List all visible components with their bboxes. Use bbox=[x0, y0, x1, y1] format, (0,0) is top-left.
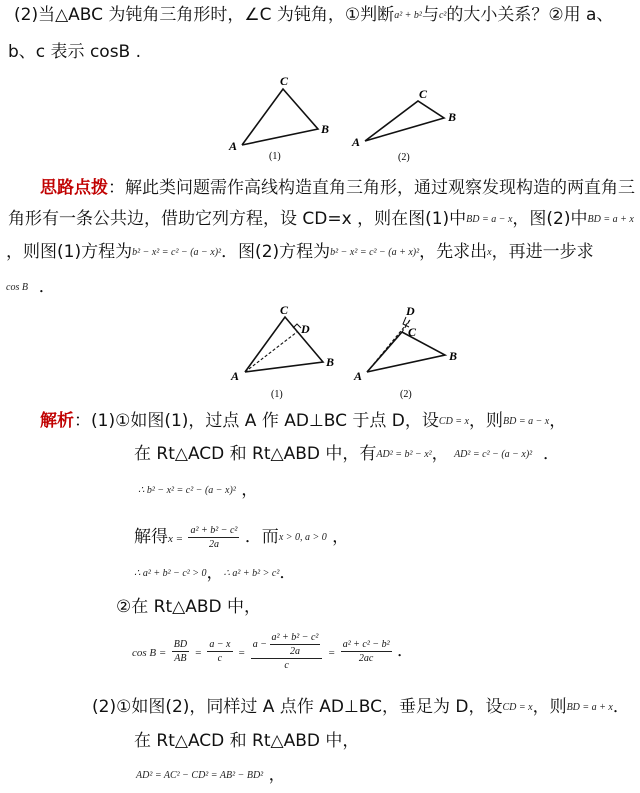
solution-text: 解得 bbox=[134, 527, 168, 547]
vertex-label-c: C bbox=[419, 87, 428, 101]
fraction-bd-ab bbox=[172, 638, 189, 665]
fraction-numerator: a² + b² − c² bbox=[271, 631, 319, 643]
figure-caption: (2) bbox=[398, 152, 410, 163]
solution-line-1 bbox=[40, 410, 566, 433]
fraction-denominator: 2a bbox=[289, 645, 300, 657]
solution-text: ． bbox=[397, 641, 415, 661]
solution-text: ， bbox=[431, 444, 449, 464]
solution-line-8 bbox=[92, 696, 630, 719]
question-text: b、c 表示 cosB . bbox=[8, 42, 142, 62]
math-cd: CD = x bbox=[502, 702, 533, 713]
math-inequality: ∴ a² + b² − c² > 0 bbox=[134, 568, 207, 579]
vertex-label-d: D bbox=[406, 304, 415, 318]
equals-sign: = bbox=[237, 647, 246, 659]
altitude-figure-2 bbox=[350, 300, 470, 405]
figure-caption: (2) bbox=[400, 389, 412, 400]
math-cd: CD = x bbox=[438, 416, 469, 427]
solution-text: ，则 bbox=[532, 697, 567, 717]
vertex-label-a: A bbox=[354, 369, 363, 383]
math-x: x bbox=[487, 247, 492, 258]
math-inequality: ∴ a² + b² > c² bbox=[223, 568, 280, 579]
question-text: (2)当△ABC 为钝角三角形时，∠C 为钝角，①判断 bbox=[14, 5, 395, 25]
solution-text: ，则 bbox=[468, 411, 503, 431]
hint-text: ，图(2)中 bbox=[512, 209, 588, 229]
math-a2-plus-b2: a² + b² bbox=[394, 10, 422, 21]
math-bd: BD = a + x bbox=[587, 214, 634, 225]
inner-fraction bbox=[270, 631, 321, 658]
vertex-label-b: B bbox=[449, 349, 458, 363]
solution-text: 在 Rt△ACD 和 Rt△ABD 中， bbox=[134, 731, 360, 751]
math-bd: BD = a − x bbox=[466, 214, 513, 225]
math-cosb: cos B = bbox=[132, 647, 167, 659]
math-equation: ∴ b² − x² = c² − (a − x)² bbox=[138, 485, 236, 496]
compound-fraction bbox=[251, 631, 323, 672]
math-x-equals: x = bbox=[168, 533, 184, 545]
figure-caption: (1) bbox=[269, 151, 281, 162]
fraction-numerator: a² + b² − c² bbox=[190, 524, 238, 536]
solution-text: ． bbox=[612, 697, 630, 717]
math-ad: AD² = c² − (a − x)² bbox=[454, 449, 533, 460]
hint-text: ，则图(1)方程为 bbox=[6, 242, 133, 262]
solution-text: ， bbox=[241, 480, 259, 500]
fraction-denominator: 2a bbox=[208, 538, 219, 550]
math-bd: BD = a + x bbox=[566, 702, 613, 713]
fraction-a-minus-x bbox=[207, 638, 232, 665]
solution-line-3 bbox=[138, 479, 258, 502]
fraction-denominator: c bbox=[217, 652, 223, 664]
equals-sign: = bbox=[194, 647, 202, 659]
hint-line-1 bbox=[40, 177, 635, 199]
math-equation: b² − x² = c² − (a − x)² bbox=[132, 247, 222, 258]
vertex-label-a: A bbox=[352, 135, 361, 149]
vertex-label-a: A bbox=[231, 369, 240, 383]
solution-line-2 bbox=[134, 443, 560, 466]
solution-text: ． bbox=[279, 563, 297, 583]
math-equation: b² − x² = c² − (a + x)² bbox=[330, 247, 420, 258]
solution-text: ．而 bbox=[244, 527, 279, 547]
question-line-2 bbox=[8, 41, 141, 63]
solution-text: ， bbox=[206, 563, 224, 583]
question-line-1 bbox=[14, 4, 613, 27]
hint-text: ．图(2)方程为 bbox=[221, 242, 331, 262]
math-cosb: cos B bbox=[6, 282, 28, 293]
math-bd: BD = a − x bbox=[502, 416, 550, 427]
hint-text: ：解此类问题需作高线构造直角三角形，通过观察发现构造的两直角三 bbox=[108, 178, 635, 198]
solution-text: ②在 Rt△ABD 中， bbox=[116, 597, 261, 617]
vertex-label-c: C bbox=[280, 74, 289, 88]
hint-text: ． bbox=[38, 277, 56, 297]
fraction-denominator: c bbox=[284, 659, 289, 671]
hint-text: ，再进一步求 bbox=[491, 242, 594, 262]
hint-line-3 bbox=[6, 241, 594, 264]
solution-line-9 bbox=[134, 730, 359, 752]
fraction-result bbox=[341, 638, 392, 665]
vertex-label-c: C bbox=[408, 325, 417, 339]
solution-label: 解析 bbox=[40, 411, 74, 431]
hint-text: 角形有一条公共边，借助它列方程，设 CD=x ，则在图(1)中 bbox=[8, 209, 467, 229]
vertex-label-b: B bbox=[448, 110, 457, 124]
figure-caption: (1) bbox=[271, 389, 283, 400]
solution-text: ：(1)①如图(1)，过点 A 作 AD⊥BC 于点 D，设 bbox=[74, 411, 439, 431]
vertex-label-d: D bbox=[301, 322, 310, 336]
solution-text: ， bbox=[549, 411, 567, 431]
triangle-figure-2 bbox=[352, 88, 482, 168]
hint-label: 思路点拨 bbox=[40, 178, 108, 198]
fraction-denominator: AB bbox=[174, 652, 187, 664]
triangle-figure-1 bbox=[225, 72, 355, 167]
math-c2: c² bbox=[438, 10, 447, 21]
hint-line-2 bbox=[8, 208, 634, 231]
fraction-x bbox=[188, 524, 239, 551]
vertex-label-b: B bbox=[326, 355, 335, 369]
fraction-denominator: 2ac bbox=[358, 652, 374, 664]
fraction-numerator: BD bbox=[173, 638, 188, 650]
vertex-label-b: B bbox=[321, 122, 330, 136]
solution-text: (2)①如图(2)，同样过 A 点作 AD⊥BC，垂足为 D，设 bbox=[92, 697, 503, 717]
equals-sign: = bbox=[327, 647, 336, 659]
numerator-lead: a − bbox=[252, 638, 267, 650]
vertex-label-a: A bbox=[229, 139, 238, 153]
solution-line-4 bbox=[134, 520, 349, 556]
solution-text: 在 Rt△ACD 和 Rt△ABD 中，有 bbox=[134, 444, 377, 464]
fraction-numerator: a² + c² − b² bbox=[342, 638, 390, 650]
fraction-numerator bbox=[251, 631, 323, 659]
hint-line-4 bbox=[6, 276, 56, 299]
math-inequality: x > 0, a > 0 bbox=[278, 532, 327, 543]
solution-text: ， bbox=[268, 765, 286, 785]
question-text: 与 bbox=[421, 5, 439, 25]
solution-line-7 bbox=[132, 626, 414, 678]
solution-line-10 bbox=[136, 764, 286, 787]
question-text: 的大小关系？②用 a、 bbox=[446, 5, 614, 25]
solution-line-6 bbox=[116, 596, 261, 618]
altitude-figure-1 bbox=[225, 300, 345, 405]
solution-line-5 bbox=[134, 562, 296, 585]
math-ad: AD² = b² − x² bbox=[376, 449, 432, 460]
solution-text: ， bbox=[332, 527, 350, 547]
vertex-label-c: C bbox=[280, 303, 289, 317]
fraction-numerator: a − x bbox=[209, 638, 231, 650]
math-equation: AD² = AC² − CD² = AB² − BD² bbox=[136, 770, 264, 781]
solution-text: ． bbox=[543, 444, 560, 464]
hint-text: ，先求出 bbox=[419, 242, 488, 262]
